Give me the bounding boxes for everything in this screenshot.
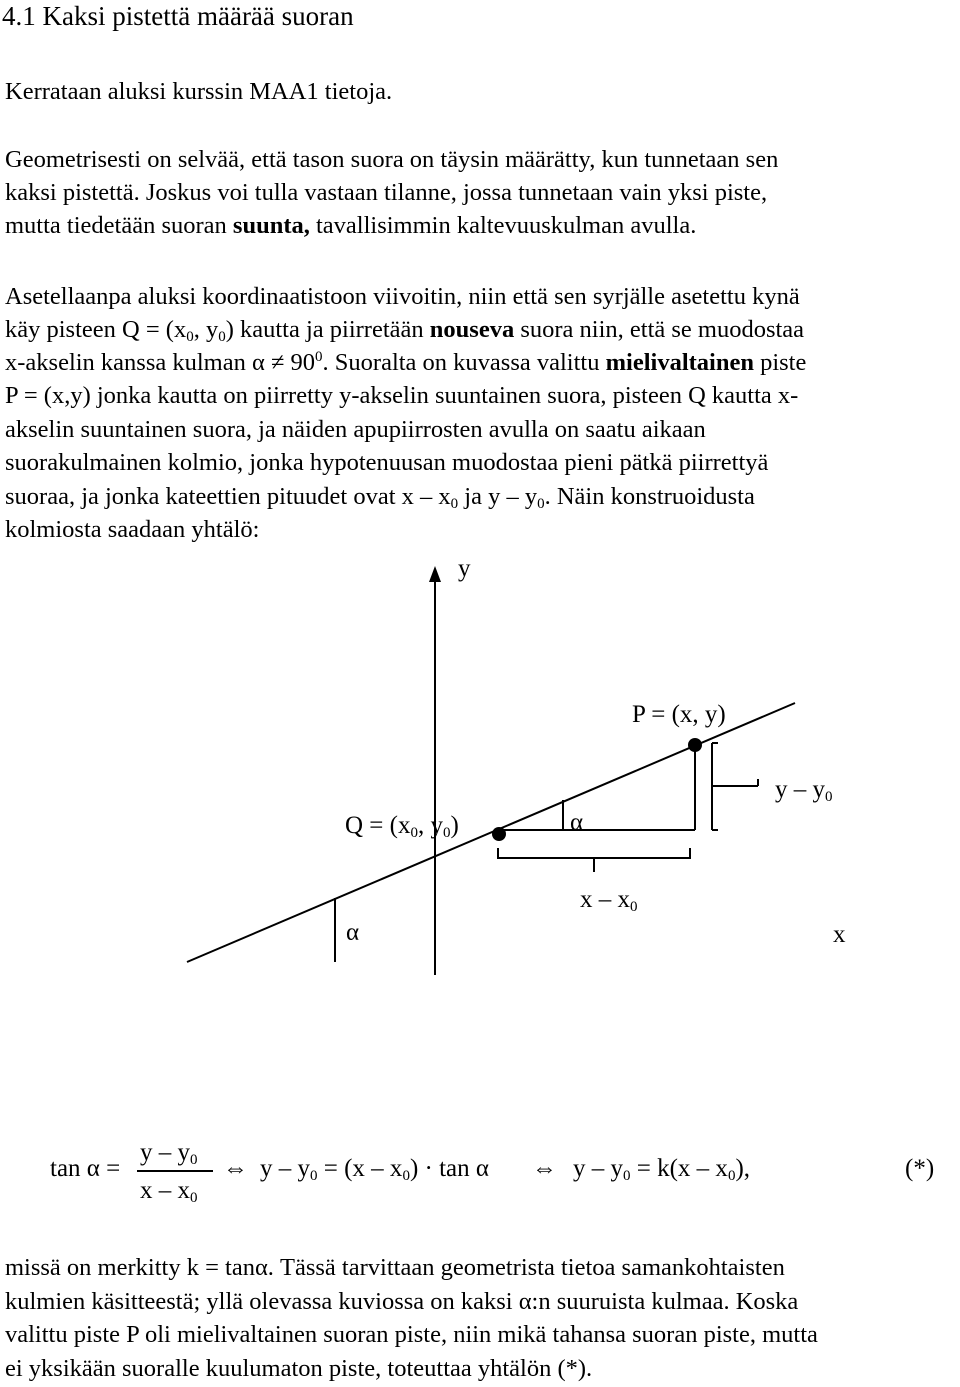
- alpha-upper-label: α: [570, 809, 584, 836]
- para2-l2d: suora niin, että se muodostaa: [514, 316, 805, 343]
- alpha-lower-label: α: [346, 919, 360, 946]
- para2-l2a: käy pisteen Q = (x: [5, 316, 187, 343]
- point-p-label: P = (x, y): [632, 701, 726, 728]
- para3-line2: kulmien käsitteestä; yllä olevassa kuviossa on kaksi α:n suuruista kulmaa. Koska: [5, 1288, 799, 1315]
- slope-line: [187, 703, 795, 962]
- para1-line2: kaksi pistettä. Joskus voi tulla vastaan tilanne, jossa tunnetaan vain yksi piste,: [5, 179, 768, 206]
- sup-zero: 0: [315, 349, 323, 365]
- dx-label-text: x – x: [580, 886, 630, 913]
- sub-zero: 0: [537, 496, 545, 512]
- para1-line3-post: tavallisimmin kaltevuuskulman avulla.: [309, 212, 697, 239]
- eq-right-a: y – y: [573, 1155, 623, 1182]
- eq-iff-2: ⇔: [532, 1155, 557, 1182]
- dy-label: [775, 776, 833, 805]
- eq-right: [573, 1155, 751, 1184]
- eq-iff-1: ⇔: [223, 1155, 248, 1182]
- page-title: 4.1 Kaksi pistettä määrää suoran: [2, 1, 354, 31]
- para2-line3: [5, 351, 806, 376]
- sub-zero: 0: [186, 329, 194, 345]
- para1-bold-suunta: suunta,: [232, 212, 310, 239]
- y-axis-label: y: [458, 555, 471, 582]
- dx-brace: [498, 848, 690, 872]
- sub-zero: 0: [310, 1168, 318, 1184]
- dx-label: [580, 886, 638, 915]
- sub-zero: 0: [402, 1168, 410, 1184]
- sub-zero: 0: [218, 329, 226, 345]
- intro-text: Kerrataan aluksi kurssin MAA1 tietoja.: [5, 78, 393, 105]
- sub-zero: 0: [190, 1152, 198, 1168]
- para2-l2c: ) kautta ja piirretään: [225, 316, 430, 343]
- para2-l2b: , y: [193, 316, 219, 343]
- sub-zero: 0: [623, 1168, 631, 1184]
- point-q-label: [345, 812, 459, 841]
- dy-label-text: y – y: [775, 776, 825, 803]
- para3-line3: valittu piste P oli mielivaltainen suoran piste, niin mikä tahansa suoran piste, mutta: [5, 1321, 818, 1348]
- dy-brace: [712, 743, 758, 830]
- sub-zero: 0: [442, 825, 451, 841]
- eq-tan-alpha: tan α =: [50, 1155, 121, 1182]
- eq-tag: (*): [905, 1155, 935, 1182]
- eq-mid-c: ) · tan α: [409, 1155, 489, 1182]
- para2-l3c: piste: [753, 349, 807, 376]
- para2-line6: suorakulmainen kolmio, jonka hypotenuusan muodostaa pieni pätkä piirrettyä: [5, 449, 769, 476]
- geometry-figure: [0, 555, 960, 985]
- sub-zero: 0: [630, 899, 638, 915]
- para2-line5: akselin suuntainen suora, ja näiden apupiirrosten avulla on saatu aikaan: [5, 416, 706, 443]
- para2-l7c: . Näin konstruoidusta: [544, 483, 755, 510]
- para3-line4: ei yksikään suoralle kuulumaton piste, toteuttaa yhtälön (*).: [5, 1355, 593, 1382]
- para2-line7: [5, 485, 755, 510]
- para1-line1: Geometrisesti on selvää, että tason suora on täysin määrätty, kun tunnetaan sen: [5, 146, 779, 173]
- q-label-c: ): [450, 812, 459, 839]
- para3-line1: missä on merkitty k = tanα. Tässä tarvittaan geometrista tietoa samankohtaisten: [5, 1254, 785, 1281]
- eq-numerator: [140, 1139, 198, 1168]
- para2-bold-nouseva: nouseva: [429, 316, 515, 343]
- eq-right-b: = k(x – x: [630, 1155, 728, 1182]
- eq-num-text: y – y: [140, 1139, 190, 1166]
- eq-mid-a: y – y: [260, 1155, 310, 1182]
- para2-line4: P = (x,y) jonka kautta on piirretty y-akselin suuntainen suora, pisteen Q kautta x-: [5, 382, 799, 409]
- sub-zero: 0: [825, 789, 833, 805]
- q-label-b: , y: [417, 812, 443, 839]
- eq-middle: [260, 1155, 489, 1184]
- para2-line1: Asetellaanpa aluksi koordinaatistoon viivoitin, niin että sen syrjälle asetettu kynä: [5, 283, 800, 310]
- x-axis-label: x: [833, 921, 846, 948]
- q-label-a: Q = (x: [345, 812, 411, 839]
- sub-zero: 0: [410, 825, 418, 841]
- para2-l7a: suoraa, ja jonka kateettien pituudet ovat x – x: [5, 483, 451, 510]
- y-axis-arrow: [429, 566, 441, 582]
- para2-bold-mielivaltainen: mielivaltainen: [605, 349, 754, 376]
- para2-l3b: . Suoralta on kuvassa valittu: [322, 349, 606, 376]
- para2-l7b: ja y – y: [458, 483, 538, 510]
- point-p: [688, 738, 702, 752]
- point-q: [492, 827, 506, 841]
- para2-line8: kolmiosta saadaan yhtälö:: [5, 516, 260, 543]
- eq-right-c: ),: [735, 1155, 751, 1182]
- para2-l3a: x-akselin kanssa kulman α ≠ 90: [5, 349, 316, 376]
- sub-zero: 0: [190, 1190, 198, 1206]
- para1-line3: [5, 214, 696, 239]
- para2-line2: [5, 318, 804, 343]
- eq-fraction-bar: [137, 1170, 213, 1172]
- eq-denominator: [140, 1177, 198, 1206]
- sub-zero: 0: [450, 496, 459, 512]
- eq-den-text: x – x: [140, 1177, 190, 1204]
- sub-zero: 0: [727, 1168, 736, 1184]
- para1-line3-pre: mutta tiedetään suoran: [5, 212, 233, 239]
- eq-mid-b: = (x – x: [317, 1155, 403, 1182]
